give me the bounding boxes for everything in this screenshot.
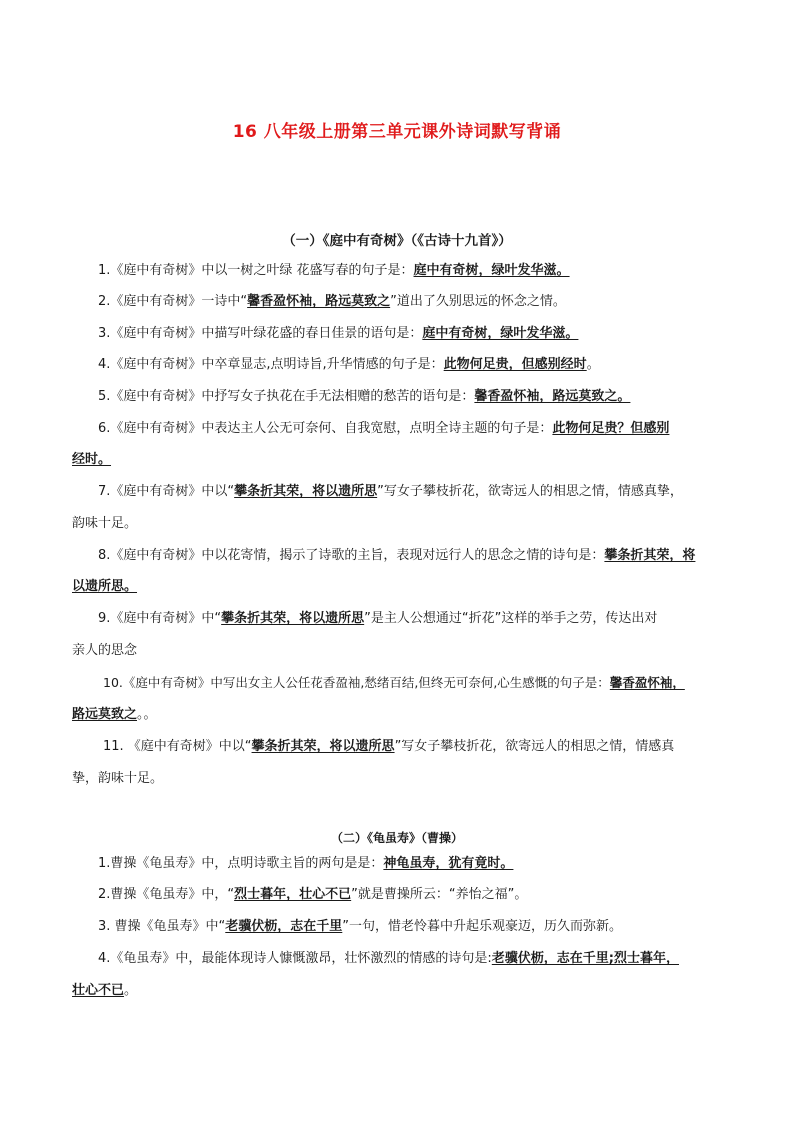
question-text: 6.《庭中有奇树》中表达主人公无可奈何、自我宽慰，点明全诗主题的句子是：	[98, 421, 553, 436]
question-2-1	[98, 856, 513, 872]
question-2-2	[98, 887, 527, 903]
question-text: 11. 《庭中有奇树》中以“	[103, 739, 252, 754]
question-text: 3.《庭中有奇树》中描写叶绿花盛的春日佳景的语句是：	[98, 326, 423, 341]
question-2-3	[98, 919, 622, 935]
question-4	[98, 357, 600, 373]
answer-text: 烈士暮年，壮心不已	[234, 887, 352, 902]
question-text: 1.《庭中有奇树》中以一树之叶绿 花盛写春的句子是：	[98, 263, 414, 278]
document-title: 16 八年级上册第三单元课外诗词默写背诵	[232, 122, 562, 142]
answer-text: 此物何足贵，但感别经时	[443, 357, 587, 372]
question-text: ”就是曹操所云：“养怡之福”。	[351, 887, 528, 902]
answer-text: 壮心不已	[72, 983, 125, 998]
question-5	[98, 389, 630, 405]
answer-text: 庭中有奇树，绿叶发华滋。	[413, 263, 570, 278]
question-2-4	[98, 951, 679, 967]
answer-text: 路远莫致之	[72, 707, 138, 722]
question-text: ”道出了久别思远的怀念之情。	[390, 294, 566, 309]
question-text: 3. 曹操《龟虽寿》中“	[98, 919, 226, 934]
answer-text: 老骥伏枥，志在千里	[225, 919, 343, 934]
question-text: 4.《庭中有奇树》中卒章显志,点明诗旨,升华情感的句子是：	[98, 357, 444, 372]
answer-text: 馨香盈怀袖，路远莫致之。	[474, 389, 631, 404]
section-heading: （一）《庭中有奇树》（《古诗十九首》）	[282, 233, 512, 249]
question-6-continued	[72, 452, 111, 468]
question-text: ”写女子攀枝折花，欲寄远人的相思之情，情感真	[394, 739, 675, 754]
question-text: 2.《庭中有奇树》一诗中“	[98, 294, 248, 309]
question-text: 挚，韵味十足。	[72, 771, 164, 786]
answer-text: 经时。	[72, 452, 112, 467]
answer-text: 以遗所思。	[72, 579, 138, 594]
answer-text: 攀条折其荣，将以遗所思	[234, 484, 378, 499]
question-9-continued	[72, 643, 137, 659]
question-text: 8.《庭中有奇树》中以花寄情，揭示了诗歌的主旨，表现对远行人的思念之情的诗句是：	[98, 548, 605, 563]
section-heading: （二）《龟虽寿》（曹操）	[330, 831, 463, 845]
question-11	[103, 739, 674, 755]
question-7	[98, 484, 683, 500]
question-text: 韵味十足。	[72, 516, 138, 531]
answer-text: 馨香盈怀袖，路远莫致之	[247, 294, 391, 309]
question-11-continued	[72, 771, 163, 787]
question-2	[98, 294, 566, 310]
question-10-continued	[72, 707, 157, 723]
answer-text: 攀条折其荣，将以遗所思	[251, 739, 395, 754]
question-6	[98, 421, 669, 437]
question-text: 9.《庭中有奇树》中“	[98, 611, 222, 626]
question-text: 。	[586, 357, 600, 372]
answer-text: 神龟虽寿，犹有竟时。	[383, 856, 514, 871]
question-2-4-continued	[72, 983, 137, 999]
question-text: 1.曹操《龟虽寿》中，点明诗歌主旨的两句是是：	[98, 856, 384, 871]
answer-text: 此物何足贵？但感别	[552, 421, 670, 436]
answer-text: 庭中有奇树，绿叶发华滋。	[422, 326, 579, 341]
question-text: 。	[124, 983, 138, 998]
question-text: 7.《庭中有奇树》中以“	[98, 484, 235, 499]
question-9	[98, 611, 657, 627]
answer-text: 攀条折其荣，将以遗所思	[221, 611, 365, 626]
question-1	[98, 263, 570, 279]
question-7-continued	[72, 516, 137, 532]
question-8-continued	[72, 579, 137, 595]
question-text: 4.《龟虽寿》中，最能体现诗人慷慨激昂，壮怀激烈的情感的诗句是:	[98, 951, 492, 966]
answer-text: 馨香盈怀袖，	[609, 675, 685, 690]
question-text: ”是主人公想通过“折花”这样的举手之劳，传达出对	[364, 611, 658, 626]
answer-text: 老骥伏枥，志在千里;烈士暮年，	[491, 951, 679, 966]
question-text: 。。	[137, 707, 157, 722]
answer-text: 攀条折其荣，将	[604, 548, 696, 563]
question-8	[98, 548, 695, 564]
question-text: 2.曹操《龟虽寿》中，“	[98, 887, 235, 902]
question-text: ”写女子攀枝折花，欲寄远人的相思之情，情感真挚，	[377, 484, 683, 499]
question-10	[103, 675, 685, 691]
question-text: 亲人的思念	[72, 643, 138, 658]
question-text: 10.《庭中有奇树》中写出女主人公任花香盈袖,愁绪百结,但终无可奈何,心生感慨的句子是：	[103, 675, 610, 690]
question-text: ”一句，惜老怜暮中升起乐观豪迈，历久而弥新。	[342, 919, 623, 934]
question-text: 5.《庭中有奇树》中抒写女子执花在手无法相赠的愁苦的语句是：	[98, 389, 475, 404]
question-3	[98, 326, 578, 342]
